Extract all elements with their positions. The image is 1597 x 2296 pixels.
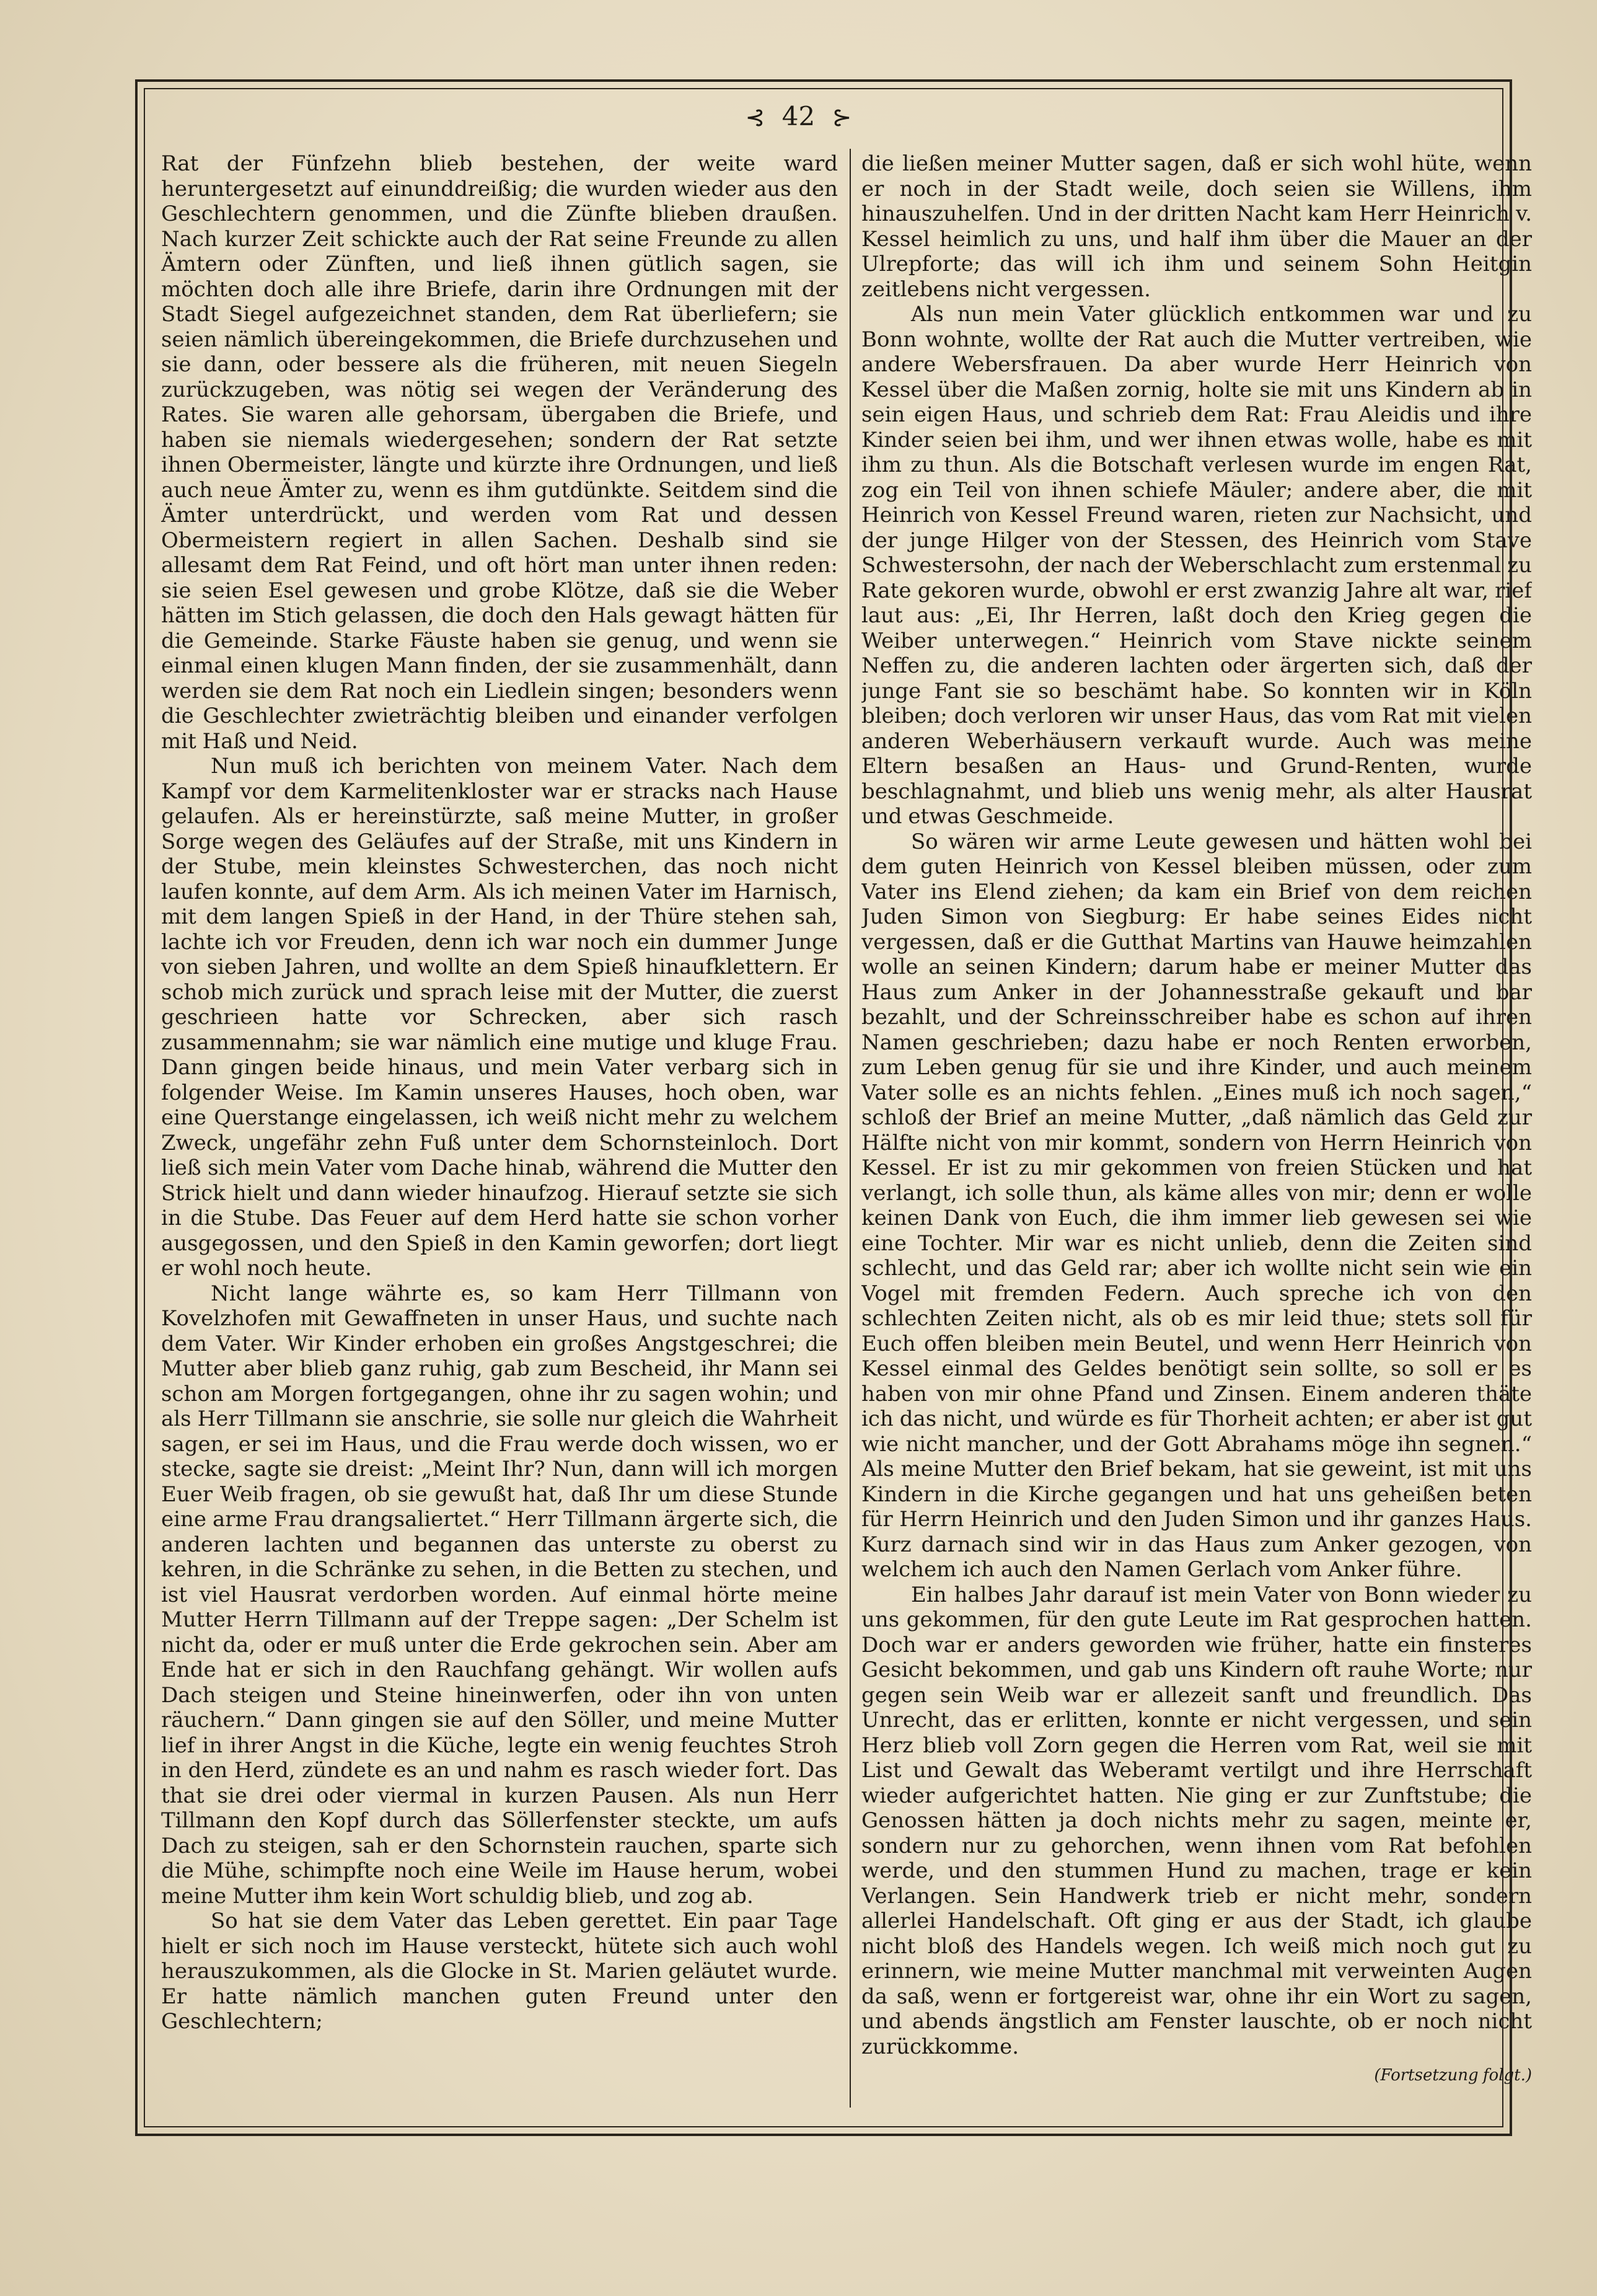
paragraph: die ließen meiner Mutter sagen, daß er sich wohl hüte, wenn er noch in der Stadt weile, doch seien sie Willens, ihm hinauszuhelfen. Und in der dritten Nacht kam Herr Heinrich v. Kessel heimlich zu uns, und half ihm über die Mauer an der Ulrepforte; das will ich ihm und seinem Sohn Heitgin zeitlebens nicht vergessen. (861, 151, 1532, 302)
paragraph: So wären wir arme Leute gewesen und hätten wohl bei dem guten Heinrich von Kessel bleiben müssen, oder zum Vater ins Elend ziehen; da kam ein Brief von dem reichen Juden Simon von Siegburg: Er habe seines Eides nicht vergessen, daß er die Gutthat Martins van Hauwe heimzahlen wolle an seinen Kindern; darum habe er meiner Mutter das Haus zum Anker in der Johannesstraße gekauft und bar bezahlt, und der Schreinsschreiber habe es schon auf ihren Namen geschrieben; dazu habe er noch Renten erworben, zum Leben genug für sie und ihre Kinder, und auch meinem Vater solle es an nichts fehlen. „Eines muß ich noch sagen,“ schloß der Brief an meine Mutter, „daß nämlich das Geld zur Hälfte nicht von mir kommt, sondern von Herrn Heinrich von Kessel. Er ist zu mir gekommen von freien Stücken und hat verlangt, ich solle thun, als käme alles von mir; denn er wolle keinen Dank von Euch, die ihm immer lieb gewesen sei wie eine Tochter. Mir war es nicht unlieb, denn die Zeiten sind schlecht, und das Geld rar; aber ich wollte nicht sein wie ein Vogel mit fremden Federn. Auch spreche ich von den schlechten Zeiten nicht, als ob es mir leid thue; stets soll für Euch offen bleiben mein Beutel, und wenn Herr Heinrich von Kessel einmal des Geldes benötigt sein sollte, so soll er es haben von mir ohne Pfand und Zinsen. Einem anderen thäte ich das nicht, und würde es für Thorheit achten; er aber ist gut wie nicht mancher, und der Gott Abrahams möge ihn segnen.“ Als meine Mutter den Brief bekam, hat sie geweint, ist mit uns Kindern in die Kirche gegangen und hat uns geheißen beten für Herrn Heinrich und den Juden Simon und ihr ganzes Haus. Kurz darnach sind wir in das Haus zum Anker gezogen, von welchem ich auch den Namen Gerlach vom Anker führe. (861, 829, 1532, 1582)
ornament-left-icon: ⊰ (745, 104, 765, 131)
right-column (861, 151, 1532, 2122)
ornament-right-icon: ⊱ (832, 104, 852, 131)
page-number: 42 (781, 101, 816, 131)
left-column (161, 151, 838, 2122)
page-header (0, 101, 1597, 133)
continuation-note: (Fortsetzung folgt.) (1374, 2066, 1532, 2085)
paragraph: Ein halbes Jahr darauf ist mein Vater von Bonn wieder zu uns gekommen, für den gute Leute im Rat gesprochen hatten. Doch war er anders geworden wie früher, hatte ein finsteres Gesicht bekommen, und gab uns Kindern oft rauhe Worte; nur gegen sein Weib war er allezeit sanft und freundlich. Das Unrecht, das er erlitten, konnte er nicht vergessen, und sein Herz blieb voll Zorn gegen die Herren vom Rat, weil sie mit List und Gewalt das Weberamt vertilgt und ihre Herrschaft wieder aufgerichtet hatten. Nie ging er zur Zunftstube; die Genossen hätten ja doch nichts mehr zu sagen, meinte er, sondern nur zu gehorchen, wenn ihnen vom Rat befohlen werde, und den stummen Hund zu machen, trage er kein Verlangen. Sein Handwerk trieb er nicht mehr, sondern allerlei Handelschaft. Oft ging er aus der Stadt, ich glaube nicht bloß des Handels wegen. Ich weiß mich noch gut zu erinnern, wie meine Mutter manchmal mit verweinten Augen da saß, wenn er fortgereist war, ohne ihr ein Wort zu sagen, und abends ängstlich am Fenster lauschte, ob er noch nicht zurückkomme. (861, 1582, 1532, 2059)
column-divider (850, 149, 851, 2108)
paragraph: So hat sie dem Vater das Leben gerettet. Ein paar Tage hielt er sich noch im Hause versteckt, hütete sich auch wohl herauszukommen, als die Glocke in St. Marien geläutet wurde. Er hatte nämlich manchen guten Freund unter den Geschlechtern; (161, 1909, 838, 2034)
paragraph: Als nun mein Vater glücklich entkommen war und zu Bonn wohnte, wollte der Rat auch die Mutter vertreiben, wie andere Webersfrauen. Da aber wurde Herr Heinrich von Kessel über die Maßen zornig, holte sie mit uns Kindern ab in sein eigen Haus, und schrieb dem Rat: Frau Aleidis und ihre Kinder seien bei ihm, und wer ihnen etwas wolle, habe es mit ihm zu thun. Als die Botschaft verlesen wurde im engen Rat, zog ein Teil von ihnen schiefe Mäuler; andere aber, die mit Heinrich von Kessel Freund waren, rieten zur Nachsicht, und der junge Hilger von der Stessen, des Heinrich vom Stave Schwestersohn, der nach der Weberschlacht zum erstenmal zu Rate gekoren wurde, obwohl er erst zwanzig Jahre alt war, rief laut aus: „Ei, Ihr Herren, laßt doch den Krieg gegen die Weiber unterwegen.“ Heinrich vom Stave nickte seinem Neffen zu, die anderen lachten oder ärgerten sich, daß der junge Fant sie so beschämt habe. So konnten wir in Köln bleiben; doch verloren wir unser Haus, das vom Rat mit vielen anderen Weberhäusern verkauft wurde. Auch was meine Eltern besaßen an Haus- und Grund-Renten, wurde beschlagnahmt, und blieb uns wenig mehr, als alter Hausrat und etwas Geschmeide. (861, 302, 1532, 829)
paragraph: Rat der Fünfzehn blieb bestehen, der weite ward heruntergesetzt auf einunddreißig; die wurden wieder aus den Geschlechtern genommen, und die Zünfte blieben draußen. Nach kurzer Zeit schickte auch der Rat seine Freunde zu allen Ämtern oder Zünften, und ließ ihnen gütlich sagen, sie möchten doch alle ihre Briefe, darin ihre Ordnungen mit der Stadt Siegel aufgezeichnet standen, dem Rat überliefern; sie seien nämlich übereingekommen, die Briefe durchzusehen und sie dann, oder bessere als die früheren, mit neuen Siegeln zurückzugeben, was nötig sei wegen der Veränderung des Rates. Sie waren alle gehorsam, übergaben die Briefe, und haben sie niemals wiedergesehen; sondern der Rat setzte ihnen Obermeister, längte und kürzte ihre Ordnungen, und ließ auch neue Ämter zu, wenn es ihm gutdünkte. Seitdem sind die Ämter unterdrückt, und werden vom Rat und dessen Obermeistern regiert in allen Sachen. Deshalb sind sie allesamt dem Rat Feind, und oft hört man unter ihnen reden: sie seien Esel gewesen und grobe Klötze, daß sie die Weber hätten im Stich gelassen, die doch den Hals gewagt hätten für die Gemeinde. Starke Fäuste haben sie genug, und wenn sie einmal einen klugen Mann finden, der sie zusammenhält, dann werden sie dem Rat noch ein Liedlein singen; besonders wenn die Geschlechter zwieträchtig bleiben und einander verfolgen mit Haß und Neid. (161, 151, 838, 754)
paragraph: Nun muß ich berichten von meinem Vater. Nach dem Kampf vor dem Karmelitenkloster war er stracks nach Hause gelaufen. Als er hereinstürzte, saß meine Mutter, in großer Sorge wegen des Geläufes auf der Straße, mit uns Kindern in der Stube, mein kleinstes Schwesterchen, das noch nicht laufen konnte, auf dem Arm. Als ich meinen Vater im Harnisch, mit dem langen Spieß in der Hand, in der Thüre stehen sah, lachte ich vor Freuden, denn ich war noch ein dummer Junge von sieben Jahren, und wollte an dem Spieß hinaufklettern. Er schob mich zurück und sprach leise mit der Mutter, die zuerst geschrieen hatte vor Schrecken, aber sich rasch zusammennahm; sie war nämlich eine mutige und kluge Frau. Dann gingen beide hinaus, und mein Vater verbarg sich in folgender Weise. Im Kamin unseres Hauses, hoch oben, war eine Querstange eingelassen, ich weiß nicht mehr zu welchem Zweck, ungefähr zehn Fuß unter dem Schornsteinloch. Dort ließ sich mein Vater vom Dache hinab, während die Mutter den Strick hielt und dann wieder hinaufzog. Hierauf setzte sie sich in die Stube. Das Feuer auf dem Herd hatte sie schon vorher ausgegossen, und den Spieß in den Kamin geworfen; dort liegt er wohl noch heute. (161, 754, 838, 1281)
paragraph: Nicht lange währte es, so kam Herr Tillmann von Kovelzhofen mit Gewaffneten in unser Haus, und suchte nach dem Vater. Wir Kinder erhoben ein großes Angstgeschrei; die Mutter aber blieb ganz ruhig, gab zum Bescheid, ihr Mann sei schon am Morgen fortgegangen, ohne ihr zu sagen wohin; und als Herr Tillmann sie anschrie, sie solle nur gleich die Wahrheit sagen, er sei im Haus, und die Frau werde doch wissen, wo er stecke, sagte sie dreist: „Meint Ihr? Nun, dann will ich morgen Euer Weib fragen, ob sie gewußt hat, daß Ihr um diese Stunde eine arme Frau drangsaliertet.“ Herr Tillmann ärgerte sich, die anderen lachten und begannen das unterste zu oberst zu kehren, in die Schränke zu sehen, in die Betten zu stechen, und ist viel Hausrat verdorben worden. Auf einmal hörte meine Mutter Herrn Tillmann auf der Treppe sagen: „Der Schelm ist nicht da, oder er muß unter die Erde gekrochen sein. Aber am Ende hat er sich in den Rauchfang gehängt. Wir wollen aufs Dach steigen und Steine hineinwerfen, oder ihn von unten räuchern.“ Dann gingen sie auf den Söller, und meine Mutter lief in ihrer Angst in die Küche, legte ein wenig feuchtes Stroh in den Herd, zündete es an und nahm es rasch wieder fort. Das that sie drei oder viermal in kurzen Pausen. Als nun Herr Tillmann den Kopf durch das Söllerfenster steckte, um aufs Dach zu steigen, sah er den Schornstein rauchen, sparte sich die Mühe, schimpfte noch eine Weile im Hause herum, wobei meine Mutter ihm kein Wort schuldig blieb, und zog ab. (161, 1281, 838, 1909)
